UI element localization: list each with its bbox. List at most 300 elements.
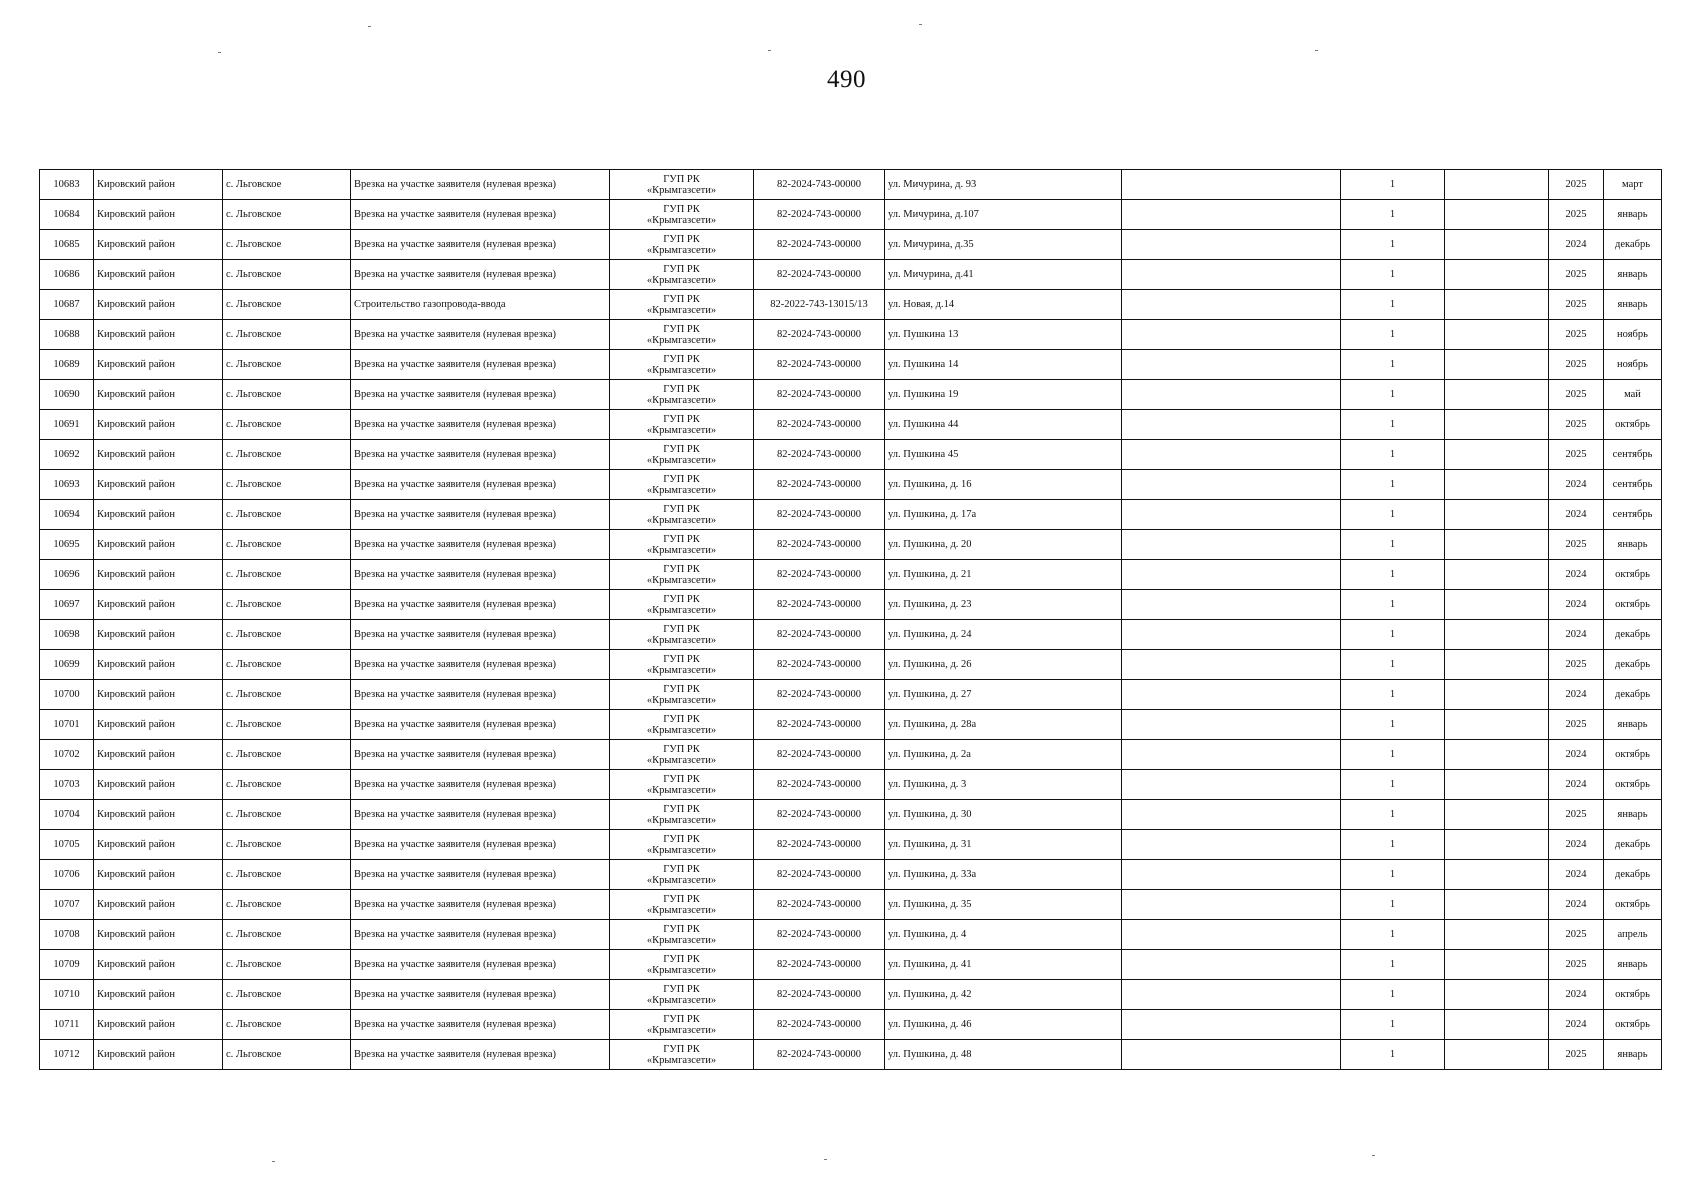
district-cell: Кировский район <box>94 530 223 560</box>
month-cell: октябрь <box>1604 410 1662 440</box>
month-cell: январь <box>1604 1040 1662 1070</box>
extra-cell <box>1122 800 1341 830</box>
month-cell: октябрь <box>1604 980 1662 1010</box>
village-cell: с. Льговское <box>223 890 351 920</box>
quantity-cell: 1 <box>1341 560 1445 590</box>
extra-cell <box>1122 230 1341 260</box>
month-cell: январь <box>1604 260 1662 290</box>
work-type-cell: Строительство газопровода-ввода <box>351 290 610 320</box>
village-cell: с. Льговское <box>223 230 351 260</box>
quantity-cell: 1 <box>1341 620 1445 650</box>
village-cell: с. Льговское <box>223 590 351 620</box>
village-cell: с. Льговское <box>223 860 351 890</box>
organization-name: ГУП РК <box>663 443 700 455</box>
year-cell: 2024 <box>1549 890 1604 920</box>
address-cell: ул. Пушкина, д. 30 <box>885 800 1122 830</box>
organization-cell <box>610 860 754 890</box>
year-cell: 2025 <box>1549 290 1604 320</box>
cadastral-number-cell: 82-2024-743-00000 <box>754 710 885 740</box>
address-cell: ул. Пушкина, д. 33а <box>885 860 1122 890</box>
year-cell: 2025 <box>1549 650 1604 680</box>
blank-cell <box>1445 860 1549 890</box>
address-cell: ул. Пушкина, д. 23 <box>885 590 1122 620</box>
extra-cell <box>1122 770 1341 800</box>
district-cell: Кировский район <box>94 830 223 860</box>
work-type-cell: Врезка на участке заявителя (нулевая врезка) <box>351 260 610 290</box>
work-type-cell: Врезка на участке заявителя (нулевая врезка) <box>351 230 610 260</box>
organization-subname: «Крымгазсети» <box>646 544 717 556</box>
organization-cell <box>610 470 754 500</box>
month-cell: декабрь <box>1604 680 1662 710</box>
address-cell: ул. Пушкина 44 <box>885 410 1122 440</box>
quantity-cell: 1 <box>1341 650 1445 680</box>
village-cell: с. Льговское <box>223 1010 351 1040</box>
year-cell: 2025 <box>1549 440 1604 470</box>
cadastral-number-cell: 82-2024-743-00000 <box>754 200 885 230</box>
village-cell: с. Льговское <box>223 650 351 680</box>
district-cell: Кировский район <box>94 620 223 650</box>
work-type-cell: Врезка на участке заявителя (нулевая врезка) <box>351 440 610 470</box>
organization-subname: «Крымгазсети» <box>646 274 717 286</box>
quantity-cell: 1 <box>1341 470 1445 500</box>
district-cell: Кировский район <box>94 680 223 710</box>
blank-cell <box>1445 470 1549 500</box>
cadastral-number-cell: 82-2024-743-00000 <box>754 350 885 380</box>
district-cell: Кировский район <box>94 440 223 470</box>
organization-cell <box>610 380 754 410</box>
cadastral-number-cell: 82-2024-743-00000 <box>754 830 885 860</box>
village-cell: с. Льговское <box>223 290 351 320</box>
quantity-cell: 1 <box>1341 590 1445 620</box>
organization-cell <box>610 530 754 560</box>
district-cell: Кировский район <box>94 320 223 350</box>
district-cell: Кировский район <box>94 890 223 920</box>
quantity-cell: 1 <box>1341 740 1445 770</box>
organization-subname: «Крымгазсети» <box>646 844 717 856</box>
organization-cell <box>610 230 754 260</box>
cadastral-number-cell: 82-2024-743-00000 <box>754 1010 885 1040</box>
address-cell: ул. Пушкина, д. 48 <box>885 1040 1122 1070</box>
table-row <box>40 320 1662 350</box>
blank-cell <box>1445 290 1549 320</box>
address-cell: ул. Пушкина, д. 21 <box>885 560 1122 590</box>
village-cell: с. Льговское <box>223 770 351 800</box>
cadastral-number-cell: 82-2024-743-00000 <box>754 980 885 1010</box>
cadastral-number-cell: 82-2022-743-13015/13 <box>754 290 885 320</box>
organization-cell <box>610 320 754 350</box>
organization-name: ГУП РК <box>663 383 700 395</box>
organization-cell <box>610 410 754 440</box>
year-cell: 2024 <box>1549 830 1604 860</box>
work-type-cell: Врезка на участке заявителя (нулевая врезка) <box>351 410 610 440</box>
address-cell: ул. Новая, д.14 <box>885 290 1122 320</box>
organization-name: ГУП РК <box>663 713 700 725</box>
extra-cell <box>1122 890 1341 920</box>
blank-cell <box>1445 200 1549 230</box>
address-cell: ул. Мичурина, д.41 <box>885 260 1122 290</box>
cadastral-number-cell: 82-2024-743-00000 <box>754 650 885 680</box>
district-cell: Кировский район <box>94 350 223 380</box>
month-cell: декабрь <box>1604 830 1662 860</box>
address-cell: ул. Мичурина, д.35 <box>885 230 1122 260</box>
extra-cell <box>1122 350 1341 380</box>
blank-cell <box>1445 590 1549 620</box>
scan-speck <box>768 50 771 51</box>
work-type-cell: Врезка на участке заявителя (нулевая врезка) <box>351 560 610 590</box>
organization-cell <box>610 260 754 290</box>
quantity-cell: 1 <box>1341 920 1445 950</box>
district-cell: Кировский район <box>94 740 223 770</box>
table-row <box>40 1010 1662 1040</box>
table-row <box>40 800 1662 830</box>
blank-cell <box>1445 170 1549 200</box>
blank-cell <box>1445 560 1549 590</box>
village-cell: с. Льговское <box>223 320 351 350</box>
year-cell: 2024 <box>1549 620 1604 650</box>
village-cell: с. Льговское <box>223 920 351 950</box>
quantity-cell: 1 <box>1341 770 1445 800</box>
organization-subname: «Крымгазсети» <box>646 454 717 466</box>
work-type-cell: Врезка на участке заявителя (нулевая врезка) <box>351 500 610 530</box>
row-number-cell: 10712 <box>40 1040 94 1070</box>
year-cell: 2025 <box>1549 710 1604 740</box>
cadastral-number-cell: 82-2024-743-00000 <box>754 800 885 830</box>
organization-name: ГУП РК <box>663 743 700 755</box>
address-cell: ул. Мичурина, д. 93 <box>885 170 1122 200</box>
month-cell: январь <box>1604 530 1662 560</box>
village-cell: с. Льговское <box>223 950 351 980</box>
cadastral-number-cell: 82-2024-743-00000 <box>754 470 885 500</box>
row-number-cell: 10701 <box>40 710 94 740</box>
month-cell: январь <box>1604 200 1662 230</box>
organization-cell <box>610 830 754 860</box>
month-cell: апрель <box>1604 920 1662 950</box>
blank-cell <box>1445 620 1549 650</box>
extra-cell <box>1122 260 1341 290</box>
quantity-cell: 1 <box>1341 440 1445 470</box>
row-number-cell: 10684 <box>40 200 94 230</box>
work-type-cell: Врезка на участке заявителя (нулевая врезка) <box>351 710 610 740</box>
cadastral-number-cell: 82-2024-743-00000 <box>754 230 885 260</box>
address-cell: ул. Пушкина, д. 31 <box>885 830 1122 860</box>
blank-cell <box>1445 740 1549 770</box>
month-cell: ноябрь <box>1604 350 1662 380</box>
extra-cell <box>1122 920 1341 950</box>
cadastral-number-cell: 82-2024-743-00000 <box>754 590 885 620</box>
blank-cell <box>1445 320 1549 350</box>
district-cell: Кировский район <box>94 650 223 680</box>
extra-cell <box>1122 980 1341 1010</box>
table-row <box>40 560 1662 590</box>
organization-cell <box>610 350 754 380</box>
organization-cell <box>610 920 754 950</box>
quantity-cell: 1 <box>1341 710 1445 740</box>
organization-subname: «Крымгазсети» <box>646 664 717 676</box>
address-cell: ул. Пушкина 45 <box>885 440 1122 470</box>
district-cell: Кировский район <box>94 170 223 200</box>
table-row <box>40 470 1662 500</box>
table-row <box>40 980 1662 1010</box>
quantity-cell: 1 <box>1341 830 1445 860</box>
organization-name: ГУП РК <box>663 293 700 305</box>
quantity-cell: 1 <box>1341 500 1445 530</box>
extra-cell <box>1122 200 1341 230</box>
row-number-cell: 10686 <box>40 260 94 290</box>
organization-name: ГУП РК <box>663 203 700 215</box>
row-number-cell: 10696 <box>40 560 94 590</box>
table-row <box>40 260 1662 290</box>
work-type-cell: Врезка на участке заявителя (нулевая врезка) <box>351 1040 610 1070</box>
village-cell: с. Льговское <box>223 440 351 470</box>
village-cell: с. Льговское <box>223 350 351 380</box>
month-cell: октябрь <box>1604 770 1662 800</box>
district-cell: Кировский район <box>94 500 223 530</box>
address-cell: ул. Пушкина, д. 42 <box>885 980 1122 1010</box>
district-cell: Кировский район <box>94 290 223 320</box>
address-cell: ул. Пушкина, д. 28а <box>885 710 1122 740</box>
extra-cell <box>1122 650 1341 680</box>
district-cell: Кировский район <box>94 800 223 830</box>
blank-cell <box>1445 710 1549 740</box>
table-row <box>40 440 1662 470</box>
quantity-cell: 1 <box>1341 260 1445 290</box>
month-cell: январь <box>1604 800 1662 830</box>
address-cell: ул. Пушкина, д. 35 <box>885 890 1122 920</box>
blank-cell <box>1445 530 1549 560</box>
year-cell: 2024 <box>1549 770 1604 800</box>
year-cell: 2024 <box>1549 980 1604 1010</box>
cadastral-number-cell: 82-2024-743-00000 <box>754 620 885 650</box>
organization-subname: «Крымгазсети» <box>646 814 717 826</box>
work-type-cell: Врезка на участке заявителя (нулевая врезка) <box>351 200 610 230</box>
organization-subname: «Крымгазсети» <box>646 994 717 1006</box>
organization-cell <box>610 980 754 1010</box>
organization-name: ГУП РК <box>663 323 700 335</box>
row-number-cell: 10705 <box>40 830 94 860</box>
organization-cell <box>610 170 754 200</box>
organization-cell <box>610 500 754 530</box>
row-number-cell: 10690 <box>40 380 94 410</box>
address-cell: ул. Пушкина, д. 46 <box>885 1010 1122 1040</box>
village-cell: с. Льговское <box>223 740 351 770</box>
year-cell: 2024 <box>1549 860 1604 890</box>
organization-name: ГУП РК <box>663 953 700 965</box>
address-cell: ул. Пушкина, д. 24 <box>885 620 1122 650</box>
district-cell: Кировский район <box>94 980 223 1010</box>
village-cell: с. Льговское <box>223 470 351 500</box>
scan-speck <box>1315 50 1318 51</box>
organization-cell <box>610 710 754 740</box>
table-row <box>40 830 1662 860</box>
year-cell: 2024 <box>1549 1010 1604 1040</box>
row-number-cell: 10708 <box>40 920 94 950</box>
organization-subname: «Крымгазсети» <box>646 484 717 496</box>
year-cell: 2024 <box>1549 230 1604 260</box>
blank-cell <box>1445 230 1549 260</box>
year-cell: 2024 <box>1549 560 1604 590</box>
blank-cell <box>1445 500 1549 530</box>
district-cell: Кировский район <box>94 1010 223 1040</box>
organization-name: ГУП РК <box>663 983 700 995</box>
district-cell: Кировский район <box>94 770 223 800</box>
organization-name: ГУП РК <box>663 803 700 815</box>
work-type-cell: Врезка на участке заявителя (нулевая врезка) <box>351 170 610 200</box>
organization-name: ГУП РК <box>663 653 700 665</box>
organization-name: ГУП РК <box>663 1013 700 1025</box>
extra-cell <box>1122 590 1341 620</box>
quantity-cell: 1 <box>1341 230 1445 260</box>
organization-name: ГУП РК <box>663 173 700 185</box>
row-number-cell: 10698 <box>40 620 94 650</box>
village-cell: с. Льговское <box>223 980 351 1010</box>
village-cell: с. Льговское <box>223 1040 351 1070</box>
village-cell: с. Льговское <box>223 620 351 650</box>
scan-speck <box>368 26 371 27</box>
cadastral-number-cell: 82-2024-743-00000 <box>754 260 885 290</box>
row-number-cell: 10692 <box>40 440 94 470</box>
district-cell: Кировский район <box>94 860 223 890</box>
quantity-cell: 1 <box>1341 320 1445 350</box>
district-cell: Кировский район <box>94 1040 223 1070</box>
organization-subname: «Крымгазсети» <box>646 874 717 886</box>
year-cell: 2025 <box>1549 800 1604 830</box>
address-cell: ул. Пушкина 14 <box>885 350 1122 380</box>
row-number-cell: 10699 <box>40 650 94 680</box>
quantity-cell: 1 <box>1341 980 1445 1010</box>
work-type-cell: Врезка на участке заявителя (нулевая врезка) <box>351 620 610 650</box>
district-cell: Кировский район <box>94 410 223 440</box>
row-number-cell: 10694 <box>40 500 94 530</box>
cadastral-number-cell: 82-2024-743-00000 <box>754 530 885 560</box>
row-number-cell: 10693 <box>40 470 94 500</box>
year-cell: 2025 <box>1549 320 1604 350</box>
quantity-cell: 1 <box>1341 530 1445 560</box>
year-cell: 2025 <box>1549 170 1604 200</box>
table-row <box>40 860 1662 890</box>
month-cell: май <box>1604 380 1662 410</box>
table-row <box>40 950 1662 980</box>
month-cell: сентябрь <box>1604 470 1662 500</box>
district-cell: Кировский район <box>94 560 223 590</box>
table-row <box>40 410 1662 440</box>
organization-cell <box>610 560 754 590</box>
table-row <box>40 290 1662 320</box>
month-cell: сентябрь <box>1604 440 1662 470</box>
row-number-cell: 10683 <box>40 170 94 200</box>
district-cell: Кировский район <box>94 710 223 740</box>
table-row <box>40 740 1662 770</box>
year-cell: 2025 <box>1549 920 1604 950</box>
village-cell: с. Льговское <box>223 260 351 290</box>
cadastral-number-cell: 82-2024-743-00000 <box>754 920 885 950</box>
district-cell: Кировский район <box>94 470 223 500</box>
organization-cell <box>610 1010 754 1040</box>
extra-cell <box>1122 440 1341 470</box>
organization-name: ГУП РК <box>663 623 700 635</box>
cadastral-number-cell: 82-2024-743-00000 <box>754 500 885 530</box>
blank-cell <box>1445 770 1549 800</box>
work-type-cell: Врезка на участке заявителя (нулевая врезка) <box>351 740 610 770</box>
village-cell: с. Льговское <box>223 530 351 560</box>
village-cell: с. Льговское <box>223 380 351 410</box>
year-cell: 2024 <box>1549 470 1604 500</box>
scan-speck <box>218 52 221 53</box>
extra-cell <box>1122 560 1341 590</box>
row-number-cell: 10710 <box>40 980 94 1010</box>
address-cell: ул. Пушкина, д. 26 <box>885 650 1122 680</box>
work-type-cell: Врезка на участке заявителя (нулевая врезка) <box>351 350 610 380</box>
row-number-cell: 10711 <box>40 1010 94 1040</box>
year-cell: 2025 <box>1549 1040 1604 1070</box>
work-type-cell: Врезка на участке заявителя (нулевая врезка) <box>351 980 610 1010</box>
table-row <box>40 230 1662 260</box>
cadastral-number-cell: 82-2024-743-00000 <box>754 1040 885 1070</box>
organization-subname: «Крымгазсети» <box>646 334 717 346</box>
extra-cell <box>1122 710 1341 740</box>
organization-subname: «Крымгазсети» <box>646 514 717 526</box>
village-cell: с. Льговское <box>223 560 351 590</box>
month-cell: январь <box>1604 950 1662 980</box>
row-number-cell: 10709 <box>40 950 94 980</box>
scan-speck <box>1372 1155 1375 1156</box>
table-row <box>40 530 1662 560</box>
extra-cell <box>1122 470 1341 500</box>
organization-subname: «Крымгазсети» <box>646 934 717 946</box>
row-number-cell: 10691 <box>40 410 94 440</box>
blank-cell <box>1445 1010 1549 1040</box>
blank-cell <box>1445 920 1549 950</box>
row-number-cell: 10688 <box>40 320 94 350</box>
district-cell: Кировский район <box>94 260 223 290</box>
extra-cell <box>1122 1010 1341 1040</box>
address-cell: ул. Мичурина, д.107 <box>885 200 1122 230</box>
scan-speck <box>824 1159 827 1160</box>
district-cell: Кировский район <box>94 230 223 260</box>
organization-cell <box>610 680 754 710</box>
row-number-cell: 10685 <box>40 230 94 260</box>
year-cell: 2025 <box>1549 410 1604 440</box>
organization-name: ГУП РК <box>663 833 700 845</box>
month-cell: декабрь <box>1604 620 1662 650</box>
address-cell: ул. Пушкина, д. 17а <box>885 500 1122 530</box>
extra-cell <box>1122 380 1341 410</box>
cadastral-number-cell: 82-2024-743-00000 <box>754 770 885 800</box>
quantity-cell: 1 <box>1341 1040 1445 1070</box>
cadastral-number-cell: 82-2024-743-00000 <box>754 950 885 980</box>
work-type-cell: Врезка на участке заявителя (нулевая врезка) <box>351 530 610 560</box>
organization-cell <box>610 740 754 770</box>
organization-subname: «Крымгазсети» <box>646 724 717 736</box>
table-row <box>40 1040 1662 1070</box>
year-cell: 2025 <box>1549 530 1604 560</box>
work-type-cell: Врезка на участке заявителя (нулевая врезка) <box>351 860 610 890</box>
work-type-cell: Врезка на участке заявителя (нулевая врезка) <box>351 920 610 950</box>
blank-cell <box>1445 1040 1549 1070</box>
district-cell: Кировский район <box>94 920 223 950</box>
extra-cell <box>1122 170 1341 200</box>
extra-cell <box>1122 740 1341 770</box>
row-number-cell: 10689 <box>40 350 94 380</box>
district-cell: Кировский район <box>94 950 223 980</box>
scan-speck <box>919 24 922 25</box>
village-cell: с. Льговское <box>223 710 351 740</box>
extra-cell <box>1122 680 1341 710</box>
extra-cell <box>1122 290 1341 320</box>
month-cell: январь <box>1604 290 1662 320</box>
organization-cell <box>610 620 754 650</box>
organization-subname: «Крымгазсети» <box>646 424 717 436</box>
blank-cell <box>1445 680 1549 710</box>
